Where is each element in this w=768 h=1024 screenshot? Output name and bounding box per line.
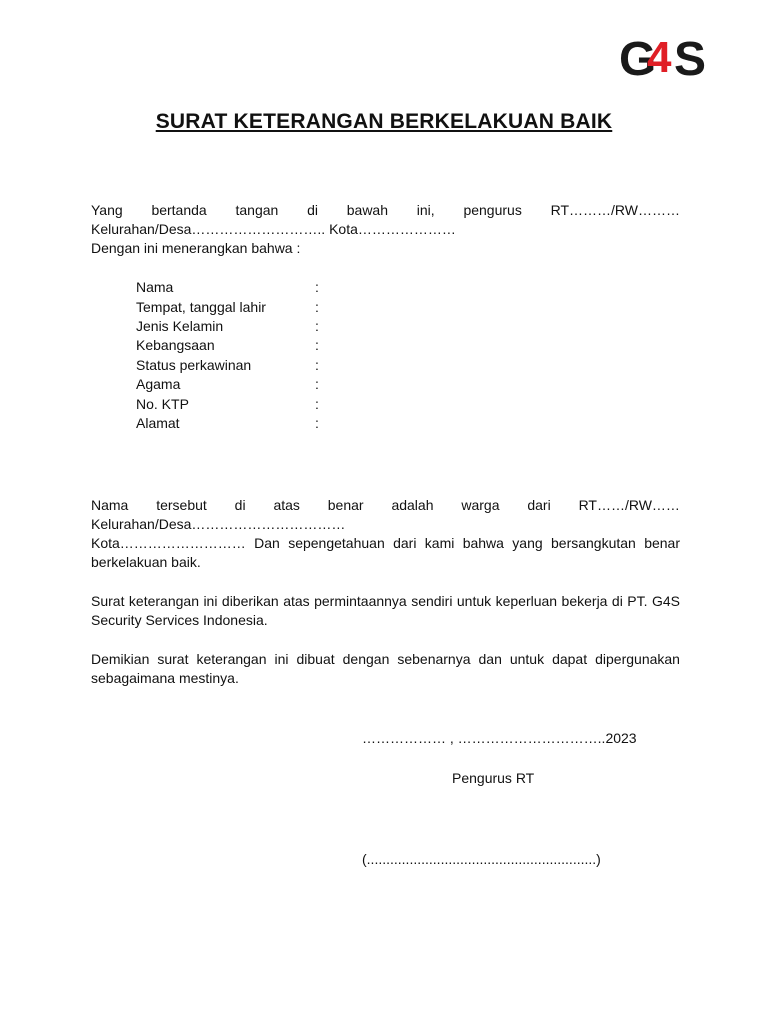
purpose-word: G4S <box>651 593 680 609</box>
statement-word: warga <box>461 497 500 513</box>
closing-word: dengan <box>342 651 390 667</box>
statement-line-3 <box>91 534 680 553</box>
g4s-logo-mark <box>616 26 720 86</box>
closing-word: surat <box>157 651 189 667</box>
field-label-no-ktp: No. KTP <box>136 396 189 412</box>
intro-word: Yang <box>91 202 123 218</box>
closing-word: untuk <box>509 651 545 667</box>
closing-word: Demikian <box>91 651 150 667</box>
statement-word: dari <box>527 497 551 513</box>
signature-role: Pengurus RT <box>452 770 535 786</box>
statement-word: benar <box>644 535 680 551</box>
statement-word: RT……/RW…… <box>578 497 680 513</box>
closing-word: keterangan <box>196 651 267 667</box>
field-label-kebangsaan: Kebangsaan <box>136 337 215 353</box>
intro-word: pengurus <box>463 202 522 218</box>
field-colon: : <box>315 396 319 412</box>
purpose-word: permintaannya <box>314 593 407 609</box>
field-colon: : <box>315 279 319 295</box>
purpose-word: keperluan <box>495 593 558 609</box>
intro-word: tangan <box>235 202 279 218</box>
intro-word: bawah <box>346 202 389 218</box>
closing-word: dapat <box>552 651 588 667</box>
statement-word: atas <box>273 497 300 513</box>
logo-letter-g: G <box>619 33 655 86</box>
closing-word: sebenarnya <box>397 651 471 667</box>
closing-line-1 <box>91 650 680 669</box>
purpose-word: atas <box>283 593 310 609</box>
statement-word: Kota……………………… <box>91 535 246 551</box>
closing-paragraph <box>91 650 680 688</box>
statement-word: dari <box>393 535 417 551</box>
statement-word: yang <box>512 535 543 551</box>
field-label-alamat: Alamat <box>136 415 180 431</box>
purpose-word: keterangan <box>128 593 199 609</box>
intro-word: RT………/RW……… <box>550 202 680 218</box>
field-colon: : <box>315 318 319 334</box>
field-label-jenis-kelamin: Jenis Kelamin <box>136 318 224 334</box>
statement-word: Nama <box>91 497 129 513</box>
closing-word: ini <box>274 651 289 667</box>
document-title: SURAT KETERANGAN BERKELAKUAN BAIK <box>155 110 613 133</box>
statement-word: benar <box>327 497 364 513</box>
purpose-word: ini <box>203 593 218 609</box>
logo-letter-s: S <box>674 33 707 86</box>
closing-line-2: sebagaimana mestinya. <box>91 670 239 686</box>
statement-word: adalah <box>391 497 434 513</box>
purpose-word: bekerja <box>561 593 608 609</box>
field-colon: : <box>315 337 319 353</box>
purpose-word: PT. <box>627 593 648 609</box>
closing-word: dipergunakan <box>595 651 680 667</box>
signature-place-date: ……………… , …………………………..2023 <box>362 730 637 746</box>
field-colon: : <box>315 415 319 431</box>
statement-word: kami <box>424 535 455 551</box>
purpose-word: untuk <box>456 593 492 609</box>
intro-word: di <box>307 202 318 218</box>
purpose-word: Surat <box>91 593 125 609</box>
intro-line-2: Kelurahan/Desa……………………….. Kota………………… <box>91 221 456 237</box>
intro-word: ini, <box>416 202 435 218</box>
field-label-tempat-tanggal-lahir: Tempat, tanggal lahir <box>136 299 266 315</box>
statement-line-1 <box>91 496 680 515</box>
field-colon: : <box>315 357 319 373</box>
purpose-word: di <box>611 593 623 609</box>
intro-word: bertanda <box>151 202 207 218</box>
purpose-line-1 <box>91 592 680 611</box>
closing-word: dibuat <box>296 651 335 667</box>
logo-digit-4: 4 <box>647 33 672 82</box>
statement-paragraph <box>91 496 680 572</box>
statement-word: tersebut <box>156 497 207 513</box>
signature-name-line: (...........................................................) <box>362 851 601 867</box>
purpose-paragraph <box>91 592 680 630</box>
field-label-status-perkawinan: Status perkawinan <box>136 357 252 373</box>
intro-line-1 <box>91 201 680 220</box>
statement-word: Dan <box>254 535 280 551</box>
statement-line-4: berkelakuan baik. <box>91 554 201 570</box>
field-label-nama: Nama <box>136 279 174 295</box>
purpose-word: diberikan <box>221 593 279 609</box>
statement-word: bersangkutan <box>551 535 636 551</box>
g4s-logo <box>616 26 720 86</box>
purpose-word: sendiri <box>411 593 453 609</box>
intro-paragraph <box>91 201 680 258</box>
intro-line-3: Dengan ini menerangkan bahwa : <box>91 240 301 256</box>
statement-word: di <box>234 497 246 513</box>
statement-line-2: Kelurahan/Desa…………………………… <box>91 516 346 532</box>
statement-word: bahwa <box>462 535 504 551</box>
purpose-line-2: Security Services Indonesia. <box>91 612 268 628</box>
field-label-agama: Agama <box>136 376 181 392</box>
field-colon: : <box>315 376 319 392</box>
closing-word: dan <box>478 651 502 667</box>
field-colon: : <box>315 299 319 315</box>
statement-word: sepengetahuan <box>288 535 385 551</box>
